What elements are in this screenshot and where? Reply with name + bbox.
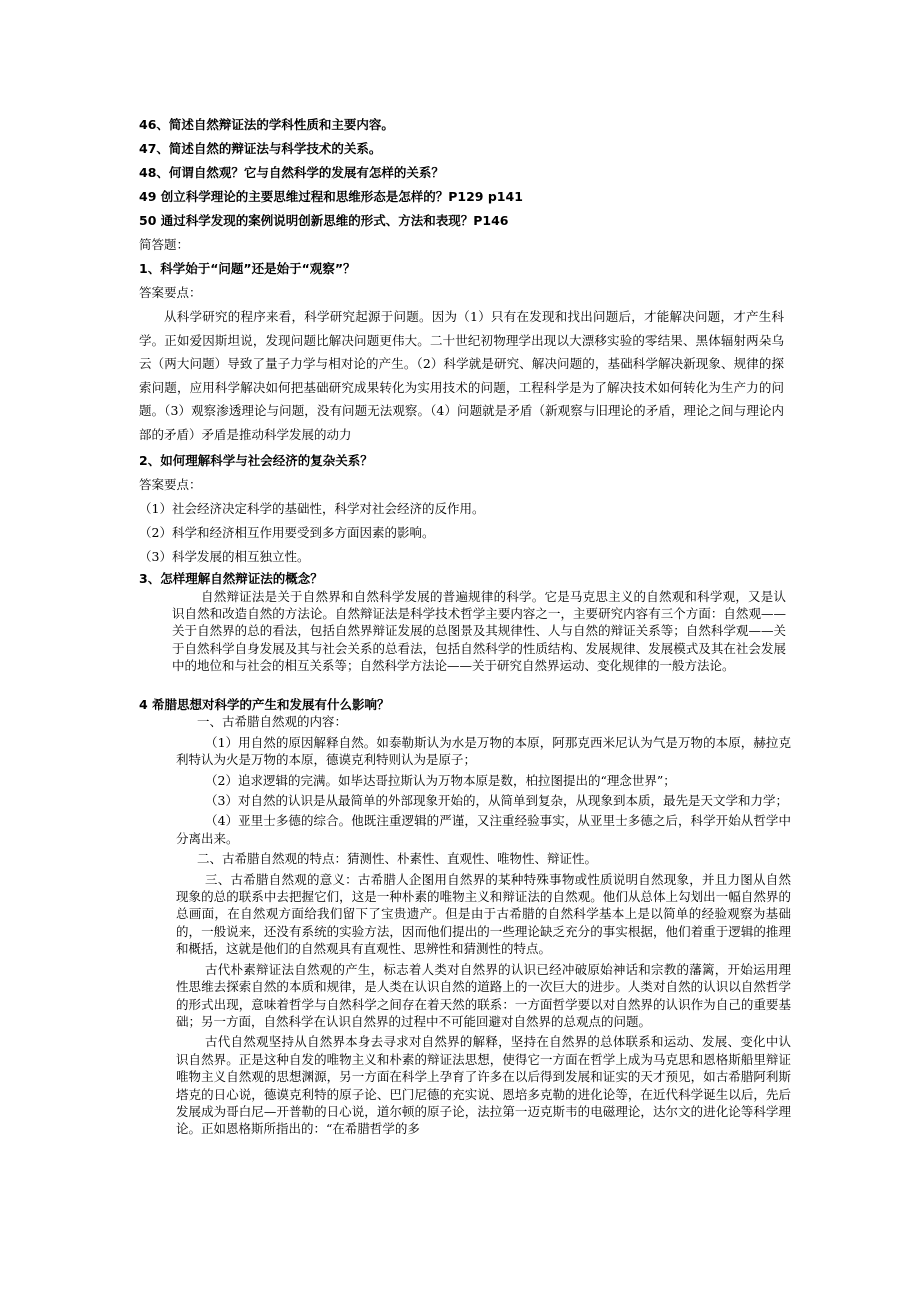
question-47: 47、简述自然的辩证法与科学技术的关系。 [139, 141, 382, 156]
short-answer-section [139, 233, 789, 305]
q3-answer-text: 自然辩证法是关于自然界和自然科学发展的普遍规律的科学。它是马克思主义的自然观和科学观，又是认识自然和改造自然的方法论。自然辩证法是科学技术哲学主要内容之一，主要研究内容有三个方面：自然观——关于自然界的总的看法，包括自然界辩证发展的总图景及其规律性、人与自然的辩证关系等；自然科学观——关于自然科学自身发展及其与社会关系的总看法，包括自然科学的性质结构、发展规律、发展模式及其在社会发展中的地位和与社会的相互关系等；自然科学方法论——关于研究自然界运动、变化规律的一般方法论。 [172, 589, 786, 673]
review-question-list [139, 113, 799, 233]
question-48: 48、何谓自然观？它与自然科学的发展有怎样的关系？ [139, 165, 444, 180]
q4-heading-1: 一、古希腊自然观的内容： [197, 714, 348, 730]
q4-item-1: （1）用自然的原因解释自然。如泰勒斯认为水是万物的本原，阿那克西米尼认为气是万物的本原，赫拉克利特认为火是万物的本原，德谟克利特则认为是原子； [176, 734, 791, 768]
q4-item-2: （2）追求逻辑的完满。如毕达哥拉斯认为万物本原是数，柏拉图提出的“理念世界”； [205, 772, 676, 788]
q1-title: 1、科学始于“问题”还是始于“观察”？ [139, 261, 356, 276]
q2-point-2: （2）科学和经济相互作用要受到多方面因素的影响。 [139, 525, 435, 540]
q4-item-4: （4）亚里士多德的综合。他既注重逻辑的严谨，又注重经验事实，从亚里士多德之后，科学开始从哲学中分离出来。 [176, 813, 791, 846]
question-50: 50 通过科学发现的案例说明创新思维的形式、方法和表现？P146 [139, 213, 509, 228]
q4-heading-2: 二、古希腊自然观的特点：猜测性、朴素性、直观性、唯物性、辩证性。 [197, 851, 598, 867]
question-49: 49 创立科学理论的主要思维过程和思维形态是怎样的？P129 p141 [139, 189, 523, 204]
q1-answer-label: 答案要点： [139, 285, 202, 300]
q1-answer-text: 从科学研究的程序来看，科学研究起源于问题。因为（1）只有在发现和找出问题后，才能解决问题，才产生科学。正如爱因斯坦说，发现问题比解决问题更伟大。二十世纪初物理学出现以大漂移实验的零结果、黑体辐射两朵乌云（两大问题）导致了量子力学与相对论的产生。（2）科学就是研究、解决问题的，基础科学解决新现象、规律的探索问题，应用科学解决如何把基础研究成果转化为实用技术的问题，工程科学是为了解决技术如何转化为生产力的问题。（3）观察渗透理论与问题，没有问题无法观察。（4）问题就是矛盾（新观察与旧理论的矛盾，理论之间与理论内部的矛盾）矛盾是推动科学发展的动力 [139, 309, 784, 442]
short-answer-heading: 简答题： [139, 237, 190, 252]
q4-paragraph-5: 古代自然观坚持从自然界本身去寻求对自然界的解释，坚持在自然界的总体联系和运动、发展、变化中认识自然界。正是这种自发的唯物主义和朴素的辩证法思想，使得它一方面在哲学上成为马克思和恩格斯船里辩证唯物主义自然观的思想渊源，另一方面在科学上孕育了许多在以后得到发展和证实的天才预见，如古希腊阿利斯塔克的日心说，德谟克利特的原子论、巴门尼德的充实说、恩培多克勒的进化论等，在近代科学诞生以后，先后发展成为哥白尼—开普勒的日心说，道尔顿的原子论，法拉第一迈克斯韦的电磁理论，达尔文的进化论等科学理论。正如恩格斯所指出的：“在希腊哲学的多 [176, 1034, 791, 1137]
q2-point-1: （1）社会经济决定科学的基础性，科学对社会经济的反作用。 [139, 501, 485, 516]
q2-point-3: （3）科学发展的相互独立性。 [139, 549, 310, 564]
q4-section [139, 696, 791, 1138]
question-46: 46、简述自然辩证法的学科性质和主要内容。 [139, 117, 394, 132]
q4-title: 4 希腊思想对科学的产生和发展有什么影响？ [139, 697, 390, 712]
q2-section [139, 449, 789, 569]
q2-answer-label: 答案要点： [139, 477, 202, 492]
q3-title: 3、怎样理解自然辩证法的概念？ [139, 571, 323, 586]
q4-heading-3: 三、古希腊自然观的意义：古希腊人企图用自然界的某种特殊事物或性质说明自然现象，并且力图从自然现象的总的联系中去把握它们，这是一种朴素的唯物主义和辩证法的自然观。他们从总体上勾划出一幅自然界的总画面，在自然观方面给我们留下了宝贵遗产。但是由于古希腊的自然科学基本上是以简单的经验观察为基础的，一般说来，还没有系统的实验方法，因而他们提出的一些理论缺乏充分的事实根据，他们着重于逻辑的推理和概括，这就是他们的自然观具有直观性、思辨性和猜测性的特点。 [176, 871, 791, 957]
q4-item-3: （3）对自然的认识是从最简单的外部现象开始的，从简单到复杂，从现象到本质，最先是天文学和力学； [205, 793, 788, 809]
q4-paragraph-4: 古代朴素辩证法自然观的产生，标志着人类对自然界的认识已经冲破原始神话和宗教的藩篱，开始运用理性思维去探索自然的本质和规律，是人类在认识自然的道路上的一次巨大的进步。人类对自然的认识以自然哲学的形式出现，意味着哲学与自然科学之间存在着天然的联系：一方面哲学要以对自然界的认识作为自己的重要基础；另一方面，自然科学在认识自然界的过程中不可能回避对自然界的总观点的问题。 [176, 961, 791, 1029]
q2-title: 2、如何理解科学与社会经济的复杂关系？ [139, 453, 373, 468]
